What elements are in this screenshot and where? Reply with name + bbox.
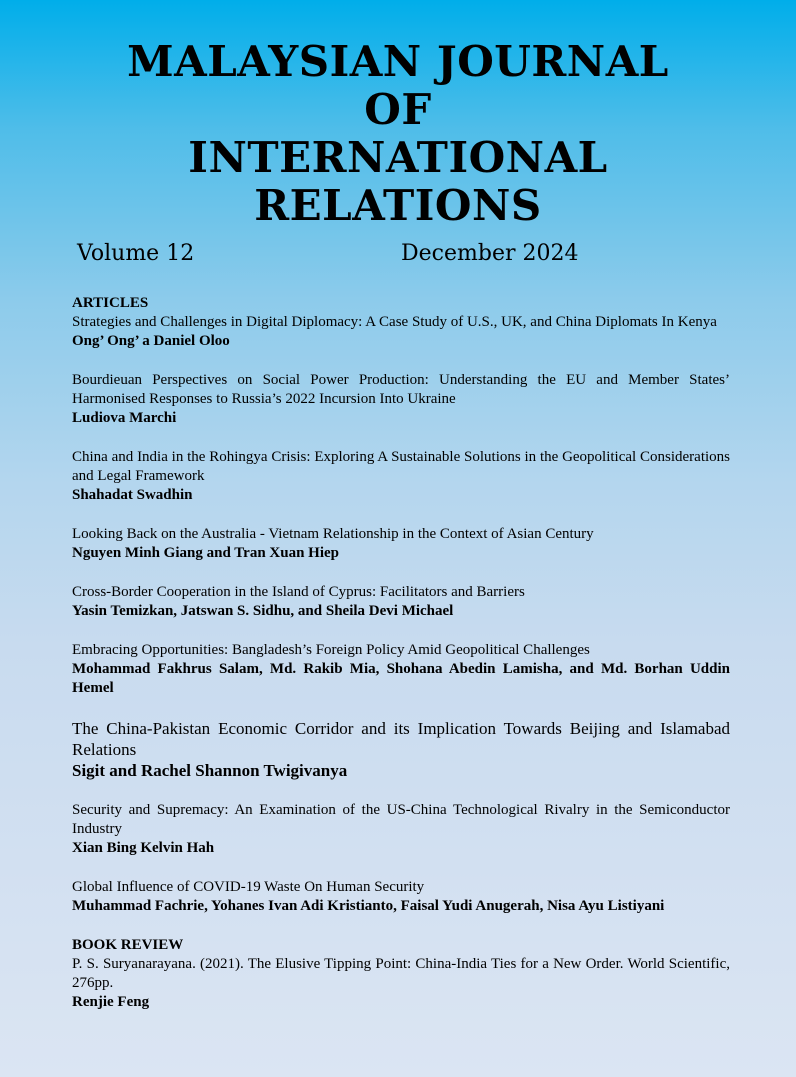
article-entry <box>72 583 730 621</box>
article-authors: Sigit and Rachel Shannon Twigivanya <box>72 761 348 780</box>
article-authors: Shahadat Swadhin <box>72 487 193 503</box>
article-title: Looking Back on the Australia - Vietnam Relationship in the Context of Asian Century <box>72 526 594 542</box>
article-entry <box>72 801 730 858</box>
article-title: Embracing Opportunities: Bangladesh’s Foreign Policy Amid Geopolitical Challenges <box>72 642 590 658</box>
book-review-author: Renjie Feng <box>72 994 150 1010</box>
article-entry <box>72 525 730 563</box>
table-of-contents <box>72 294 730 1032</box>
article-authors: Xian Bing Kelvin Hah <box>72 840 215 856</box>
journal-title-line-2: OF <box>364 85 432 134</box>
article-title: Strategies and Challenges in Digital Diplomacy: A Case Study of U.S., UK, and China Diplomats In Kenya <box>72 314 717 330</box>
article-title: The China-Pakistan Economic Corridor and its Implication Towards Beijing and Islamabad Relations <box>72 719 730 759</box>
book-review-title: P. S. Suryanarayana. (2021). The Elusive Tipping Point: China-India Ties for a New Order. World Scientific, 276pp. <box>72 956 730 991</box>
article-title: Security and Supremacy: An Examination of the US-China Technological Rivalry in the Semiconductor Industry <box>72 802 730 837</box>
article-entry <box>72 313 730 351</box>
article-title: Cross-Border Cooperation in the Island of Cyprus: Facilitators and Barriers <box>72 584 525 600</box>
journal-title-line-4: RELATIONS <box>254 181 542 230</box>
volume-label: Volume 12 <box>77 241 195 266</box>
article-authors: Yasin Temizkan, Jatswan S. Sidhu, and Sheila Devi Michael <box>72 603 454 619</box>
article-title: China and India in the Rohingya Crisis: Exploring A Sustainable Solutions in the Geopolitical Considerations and Legal Framework <box>72 449 730 484</box>
journal-title-line-1: MALAYSIAN JOURNAL <box>127 37 669 86</box>
article-entry <box>72 448 730 505</box>
article-title: Global Influence of COVID-19 Waste On Human Security <box>72 879 425 895</box>
book-review-heading: BOOK REVIEW <box>72 937 184 953</box>
article-authors: Ludiova Marchi <box>72 410 177 426</box>
article-authors: Ong’ Ong’ a Daniel Oloo <box>72 333 230 349</box>
articles-heading: ARTICLES <box>72 295 149 311</box>
article-entry <box>72 878 730 916</box>
journal-title-line-3: INTERNATIONAL <box>188 133 608 182</box>
article-authors: Nguyen Minh Giang and Tran Xuan Hiep <box>72 545 340 561</box>
article-entry <box>72 718 730 781</box>
article-entry <box>72 641 730 698</box>
article-authors: Muhammad Fachrie, Yohanes Ivan Adi Kristianto, Faisal Yudi Anugerah, Nisa Ayu Listiyani <box>72 898 665 914</box>
journal-masthead <box>0 38 796 230</box>
book-review-entry <box>72 955 730 1012</box>
article-entry <box>72 371 730 428</box>
article-title: Bourdieuan Perspectives on Social Power Production: Understanding the EU and Member States’ Harmonised Responses to Russia’s 2022 Incursion Into Ukraine <box>72 372 730 407</box>
article-authors: Mohammad Fakhrus Salam, Md. Rakib Mia, Shohana Abedin Lamisha, and Md. Borhan Uddin Hemel <box>72 661 730 696</box>
issue-date: December 2024 <box>401 241 579 266</box>
